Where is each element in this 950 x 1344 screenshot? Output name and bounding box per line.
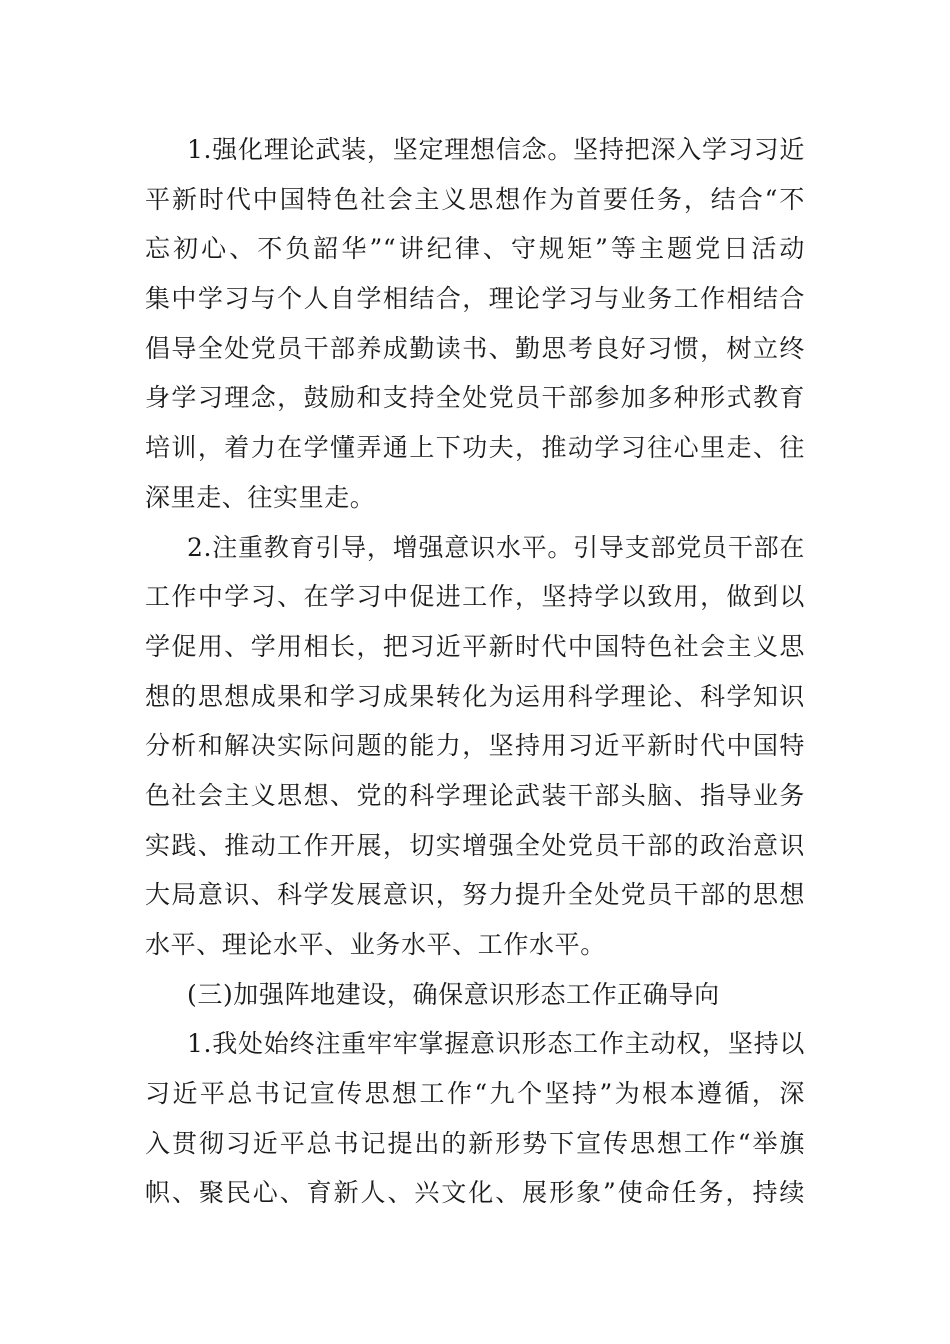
text-line: 大局意识、科学发展意识，努力提升全处党员干部的思想 [145,880,805,910]
text-line: 想的思想成果和学习成果转化为运用科学理论、科学知识 [145,681,805,711]
text-line: 帜、聚民心、育新人、兴文化、展形象”使命任务，持续 [145,1178,805,1208]
text-line: 倡导全处党员干部养成勤读书、勤思考良好习惯，树立终 [145,333,805,363]
text-line: 入贯彻习近平总书记提出的新形势下宣传思想工作“举旗 [145,1128,805,1158]
text-line: 身学习理念，鼓励和支持全处党员干部参加多种形式教育 [145,383,805,413]
text-line: 学促用、学用相长，把习近平新时代中国特色社会主义思 [145,631,805,661]
section-heading-text: (三)加强阵地建设，确保意识形态工作正确导向 [187,979,720,1009]
section-heading [145,970,805,1020]
text-line: 培训，着力在学懂弄通上下功夫，推动学习往心里走、往 [145,433,805,463]
text-line: 1.强化理论武装，坚定理想信念。坚持把深入学习习近 [187,135,805,164]
text-line: 分析和解决实际问题的能力，坚持用习近平新时代中国特 [145,731,805,761]
text-line: 平新时代中国特色社会主义思想作为首要任务，结合“不 [145,184,805,214]
text-line: 实践、推动工作开展，切实增强全处党员干部的政治意识 [145,830,805,860]
document-page [145,125,805,1218]
text-line: 1.我处始终注重牢牢掌握意识形态工作主动权，坚持以 [187,1029,805,1059]
paragraph-education-guidance [145,523,805,970]
text-line: 水平、理论水平、业务水平、工作水平。 [145,930,606,959]
paragraph-ideology-initiative [145,1019,805,1218]
text-line: 忘初心、不负韶华”“讲纪律、守规矩”等主题党日活动 [145,234,805,264]
text-line: 集中学习与个人自学相结合，理论学习与业务工作相结合 [145,284,805,314]
text-line: 色社会主义思想、党的科学理论武装干部头脑、指导业务 [145,780,805,810]
paragraph-strengthen-theory [145,125,805,523]
text-line: 2.注重教育引导，增强意识水平。引导支部党员干部在 [187,532,805,562]
text-line: 习近平总书记宣传思想工作“九个坚持”为根本遵循，深 [145,1079,805,1109]
text-line: 深里走、往实里走。 [145,482,376,512]
text-line: 工作中学习、在学习中促进工作，坚持学以致用，做到以 [145,582,805,612]
